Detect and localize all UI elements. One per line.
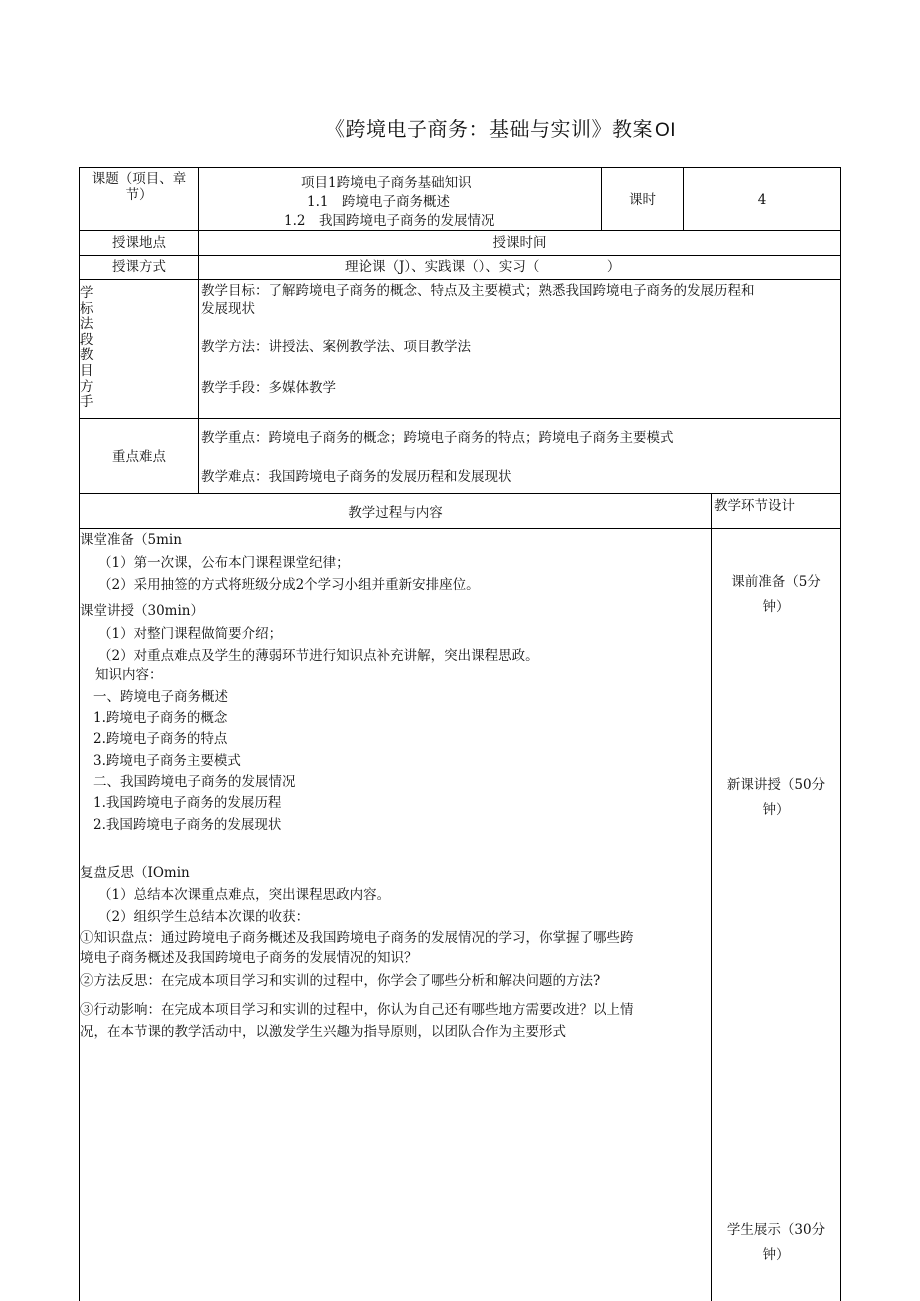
- stage-prep: 课前准备（5分 钟）: [731, 574, 821, 615]
- process-header: 教学过程与内容: [348, 505, 443, 521]
- hours-label: 课时: [629, 192, 656, 208]
- content-line: （1）第一次课，公布本门课程课堂纪律；: [98, 555, 350, 571]
- content-line: 况，在本节课的教学活动中，以激发学生兴趣为指导原则，以团队合作为主要形式: [80, 1024, 566, 1040]
- mode-label: 授课方式: [112, 259, 166, 275]
- document-title: [325, 113, 676, 142]
- section-heading: 复盘反思（IOmin: [80, 865, 190, 881]
- topic-line-section: 1.1 跨境电子商务概述: [307, 194, 450, 210]
- content-line: 二、我国跨境电子商务的发展情况: [93, 774, 296, 790]
- teaching-means: 教学手段：多媒体教学: [201, 380, 336, 396]
- topic-line-section: 1.2 我国跨境电子商务的发展情况: [284, 213, 495, 229]
- teaching-goal: 教学目标：了解跨境电子商务的概念、特点及主要模式；熟悉我国跨境电子商务的发展历程和: [201, 283, 755, 299]
- content-line: （2）对重点难点及学生的薄弱环节进行知识点补充讲解，突出课程思政。: [98, 648, 539, 664]
- content-line: 2.跨境电子商务的特点: [93, 731, 228, 747]
- row-divider: [79, 418, 841, 419]
- title-suffix: OI: [655, 120, 677, 141]
- content-line: 2.我国跨境电子商务的发展现状: [93, 817, 282, 833]
- title-main: 《跨境电子商务：基础与实训》教案: [325, 117, 653, 141]
- table-border-top: [79, 167, 841, 168]
- teaching-key-point: 教学重点：跨境电子商务的概念；跨境电子商务的特点；跨境电子商务主要模式: [201, 430, 674, 446]
- column-divider: [198, 167, 199, 493]
- stage-lecture: 新课讲授（50分 钟）: [726, 777, 826, 818]
- content-line: 知识内容：: [95, 667, 163, 683]
- location-label: 授课地点: [112, 235, 166, 251]
- key-points-label: 重点难点: [112, 449, 166, 465]
- content-line: （2）组织学生总结本次课的收获：: [98, 909, 310, 925]
- stage-presentation: 学生展示（30分 钟）: [726, 1222, 826, 1263]
- row-divider: [79, 528, 841, 529]
- mode-value: 理论课（J）、实践课（）、实习（ ）: [345, 259, 621, 275]
- content-line: 境电子商务概述及我国跨境电子商务的发展情况的知识？: [80, 950, 418, 966]
- content-line: 一、跨境电子商务概述: [93, 689, 228, 705]
- topic-line-project: 项目1跨境电子商务基础知识: [301, 175, 472, 191]
- content-line: （1）总结本次课重点难点，突出课程思政内容。: [98, 887, 391, 903]
- teaching-goal-cont: 发展现状: [201, 301, 255, 317]
- content-line: 1.跨境电子商务的概念: [93, 710, 228, 726]
- topic-label: 课题（项目、章 节）: [91, 171, 187, 203]
- content-line: 3.跨境电子商务主要模式: [93, 753, 241, 769]
- content-line: ①知识盘点：通过跨境电子商务概述及我国跨境电子商务的发展情况的学习，你掌握了哪些跨: [80, 930, 634, 946]
- row-divider: [79, 255, 841, 256]
- time-label: 授课时间: [492, 235, 547, 251]
- teaching-difficulty: 教学难点：我国跨境电子商务的发展历程和发展现状: [201, 469, 512, 485]
- hours-value: 4: [757, 192, 767, 208]
- content-line: 1.我国跨境电子商务的发展历程: [93, 795, 282, 811]
- content-line: ②方法反思：在完成本项目学习和实训的过程中，你学会了哪些分析和解决问题的方法?: [80, 973, 601, 989]
- teaching-method: 教学方法：讲授法、案例教学法、项目教学法: [201, 339, 471, 355]
- table-border-right: [840, 167, 841, 1301]
- row-divider: [79, 279, 841, 280]
- row-divider: [79, 493, 841, 494]
- content-line: （1）对整门课程做简要介绍；: [98, 626, 283, 642]
- objectives-side-label: 学 标 法 段 教 目 方 手: [80, 285, 94, 411]
- row-divider: [79, 230, 841, 231]
- content-line: ③行动影响：在完成本项目学习和实训的过程中，你认为自己还有哪些地方需要改进？以上情: [80, 1002, 634, 1018]
- stage-design-header: 教学环节设计: [714, 498, 795, 514]
- section-heading: 课堂准备（5min: [80, 532, 182, 548]
- section-heading: 课堂讲授（30min）: [80, 603, 204, 619]
- content-line: （2）采用抽签的方式将班级分成2个学习小组并重新安排座位。: [98, 577, 480, 593]
